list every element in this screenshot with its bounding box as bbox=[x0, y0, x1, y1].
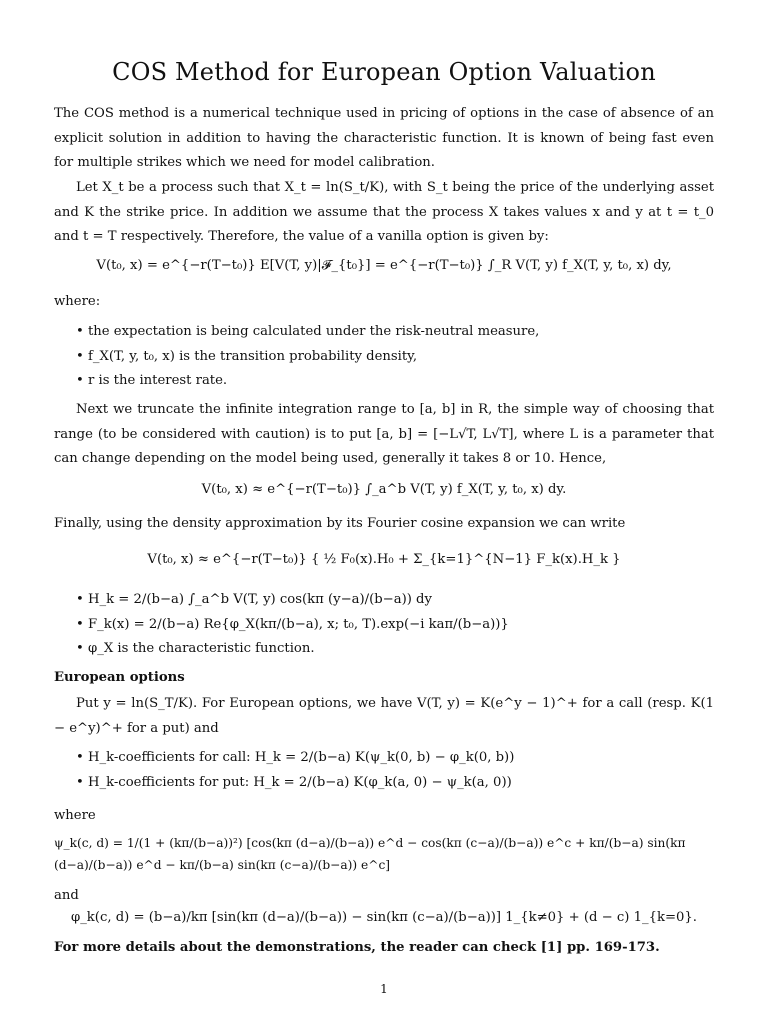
equation-expectation-text: V(t₀, x) = e^{−r(T−t₀)} E[V(T, y)|𝓕_{t₀}] = e^{−r(T−t₀)} ∫_R V(T, y) f_X(T, y, t₀, x) dy, bbox=[96, 258, 672, 273]
list-item: • φ_X is the characteristic function. bbox=[76, 641, 315, 656]
list-item-text: F_k(x) = 2/(b−a) Re{φ_X(kπ/(b−a), x; t₀, T).exp(−i kaπ/(b−a))} bbox=[88, 616, 509, 632]
equation-psi-text: ψ_k(c, d) = 1/(1 + (kπ/(b−a))²) [cos(kπ (d−a)/(b−a)) e^d − cos(kπ (c−a)/(b−a)) e^c + kπ/(b−a) sin(kπ (d−a)/(b−a)) e^d − kπ/(b−a) sin(kπ (c−a)/(b−a)) e^c] bbox=[54, 836, 686, 872]
section-heading: European options bbox=[54, 670, 185, 685]
truncation-paragraph bbox=[54, 398, 714, 472]
truncation-text: Next we truncate the infinite integration range to [a, b] in R, the simple way of choosing that range (to be considered with caution) is to put [a, b] = [−L√T, L√T], where L is a parameter that can change depending on the model being used, generally it takes 8 or 10. Hence, bbox=[54, 402, 714, 466]
list-item-text: H_k = 2/(b−a) ∫_a^b V(T, y) cos(kπ (y−a)/(b−a)) dy bbox=[88, 592, 432, 607]
intro-text: The COS method is a numerical technique used in pricing of options in the case of absence of an explicit solution in addition to having the characteristic function. It is known of being fast even for multiple strikes which we need for model calibration. bbox=[54, 106, 714, 170]
equation-truncated bbox=[54, 482, 714, 497]
list-item-text: H_k-coefficients for call: H_k = 2/(b−a) K(ψ_k(0, b) − φ_k(0, b)) bbox=[88, 750, 515, 765]
intro-paragraph bbox=[54, 102, 714, 176]
equation-cos-expansion bbox=[54, 552, 714, 567]
list-item: • F_k(x) = 2/(b−a) Re{φ_X(kπ/(b−a), x; t₀, T).exp(−i kaπ/(b−a))} bbox=[76, 616, 509, 632]
list-item: • H_k-coefficients for call: H_k = 2/(b−a) K(ψ_k(0, b) − φ_k(0, b)) bbox=[76, 750, 515, 765]
equation-truncated-text: V(t₀, x) ≈ e^{−r(T−t₀)} ∫_a^b V(T, y) f_X(T, y, t₀, x) dy. bbox=[201, 482, 567, 497]
equation-psi bbox=[54, 832, 714, 876]
where-text: where: bbox=[54, 294, 101, 309]
list-item: • f_X(T, y, t₀, x) is the transition probability density, bbox=[76, 348, 418, 364]
cosine-text: Finally, using the density approximation by its Fourier cosine expansion we can write bbox=[54, 516, 626, 531]
and-text: and bbox=[54, 888, 79, 903]
equation-phi-text: φ_k(c, d) = (b−a)/kπ [sin(kπ (d−a)/(b−a)) − sin(kπ (c−a)/(b−a))] 1_{k≠0} + (d − c) 1_{k=0}. bbox=[70, 910, 697, 925]
page-number: 1 bbox=[380, 982, 388, 996]
page-title: COS Method for European Option Valuation bbox=[112, 58, 656, 86]
list-item: • r is the interest rate. bbox=[76, 373, 228, 388]
equation-cos-expansion-text: V(t₀, x) ≈ e^{−r(T−t₀)} { ½ F₀(x).H₀ + Σ_{k=1}^{N−1} F_k(x).H_k } bbox=[147, 552, 621, 567]
reference-note: For more details about the demonstrations, the reader can check [1] pp. 169-173. bbox=[54, 940, 660, 955]
where-label bbox=[54, 290, 714, 315]
european-paragraph bbox=[54, 692, 714, 741]
equation-phi bbox=[54, 910, 714, 925]
process-paragraph bbox=[54, 176, 714, 250]
process-text: Let X_t be a process such that X_t = ln(S_t/K), with S_t being the price of the underlying asset and K the strike price. In addition we assume that the process X takes values x and y at t = t_0 and t = T respectively. Therefore, the value of a vanilla option is given by: bbox=[54, 180, 714, 244]
list-item: • the expectation is being calculated under the risk-neutral measure, bbox=[76, 324, 540, 339]
hk-coefficient-list bbox=[54, 746, 714, 795]
where-text: where bbox=[54, 808, 96, 823]
list-item: • H_k = 2/(b−a) ∫_a^b V(T, y) cos(kπ (y−a)/(b−a)) dy bbox=[76, 592, 432, 607]
list-item-text: r is the interest rate. bbox=[88, 373, 228, 388]
list-item-text: f_X(T, y, t₀, x) is the transition probability density, bbox=[88, 348, 418, 364]
list-item: • H_k-coefficients for put: H_k = 2/(b−a) K(φ_k(a, 0) − ψ_k(a, 0)) bbox=[76, 774, 512, 790]
and-label bbox=[54, 884, 714, 909]
assumption-list bbox=[54, 320, 714, 394]
equation-expectation bbox=[54, 258, 714, 273]
list-item-text: the expectation is being calculated under the risk-neutral measure, bbox=[88, 324, 540, 339]
european-text: Put y = ln(S_T/K). For European options, we have V(T, y) = K(e^y − 1)^+ for a call (resp. K(1 − e^y)^+ for a put) and bbox=[54, 696, 714, 736]
cosine-paragraph bbox=[54, 512, 714, 537]
list-item-text: H_k-coefficients for put: H_k = 2/(b−a) K(φ_k(a, 0) − ψ_k(a, 0)) bbox=[88, 774, 512, 790]
where-label-2 bbox=[54, 804, 714, 829]
coefficient-list bbox=[54, 588, 714, 662]
list-item-text: φ_X is the characteristic function. bbox=[88, 641, 315, 656]
